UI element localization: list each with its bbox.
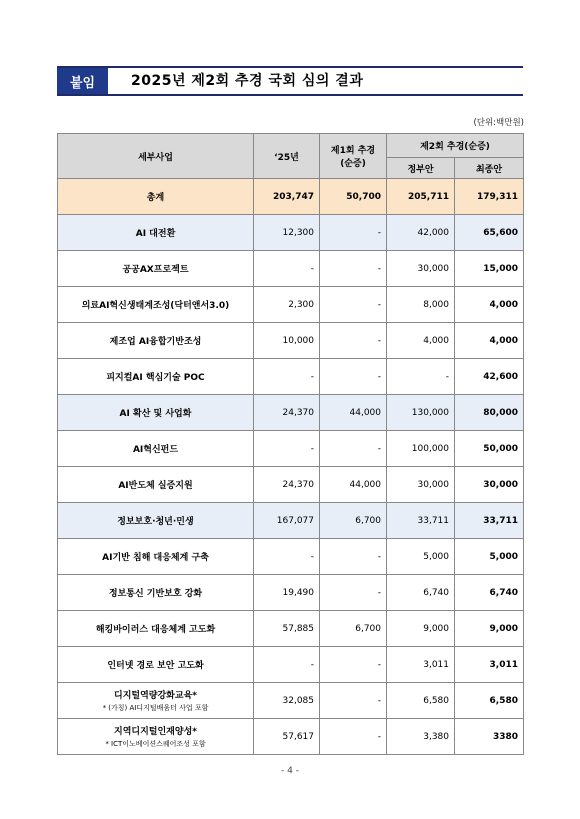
cell-gov: 8,000: [387, 287, 455, 323]
page-number: - 4 -: [281, 766, 299, 776]
row-note: * (가칭) AI디지털배움터 사업 포함: [102, 704, 209, 712]
table-row: [58, 179, 524, 215]
row-name-text: 공공AX프로젝트: [122, 265, 189, 275]
cell-final: 33,711: [455, 503, 524, 539]
cell-final: 6,580: [455, 683, 524, 719]
table-row: [58, 611, 524, 647]
row-name: [58, 431, 254, 467]
cell-first: -: [320, 287, 387, 323]
row-name: [58, 719, 254, 755]
cell-y25: -: [254, 431, 320, 467]
row-name: [58, 611, 254, 647]
cell-first: -: [320, 251, 387, 287]
table-row: [58, 719, 524, 755]
cell-first: 50,700: [320, 179, 387, 215]
table-row: [58, 647, 524, 683]
cell-y25: 32,085: [254, 683, 320, 719]
cell-gov: 42,000: [387, 215, 455, 251]
cell-first: -: [320, 539, 387, 575]
table-row: [58, 359, 524, 395]
cell-first: -: [320, 647, 387, 683]
cell-final: 6,740: [455, 575, 524, 611]
row-name-text: AI 대전환: [135, 229, 176, 239]
row-name: [58, 467, 254, 503]
cell-first: -: [320, 719, 387, 755]
cell-first: -: [320, 359, 387, 395]
row-name: [58, 179, 254, 215]
row-name-text: 제조업 AI융합기반조성: [109, 337, 202, 347]
cell-first: -: [320, 683, 387, 719]
cell-final: 42,600: [455, 359, 524, 395]
table-row: [58, 287, 524, 323]
cell-first: -: [320, 323, 387, 359]
header-gov: 정부안: [387, 158, 455, 179]
cell-final: 30,000: [455, 467, 524, 503]
header-second-supplementary: 제2회 추경(순증): [387, 134, 524, 158]
row-name: [58, 395, 254, 431]
table-row: [58, 683, 524, 719]
table-row: [58, 251, 524, 287]
row-name-text: AI반도체 실증지원: [118, 481, 193, 491]
budget-table: [57, 133, 524, 755]
cell-final: 3380: [455, 719, 524, 755]
cell-final: 4,000: [455, 323, 524, 359]
cell-final: 9,000: [455, 611, 524, 647]
cell-y25: 2,300: [254, 287, 320, 323]
row-name-text: AI혁신펀드: [132, 445, 179, 455]
row-name: [58, 359, 254, 395]
cell-final: 4,000: [455, 287, 524, 323]
cell-y25: 57,617: [254, 719, 320, 755]
row-name: [58, 215, 254, 251]
cell-y25: 167,077: [254, 503, 320, 539]
table-row: [58, 575, 524, 611]
cell-first: -: [320, 215, 387, 251]
row-name-text: 정보보호·청년·민생: [117, 517, 194, 527]
cell-first: 44,000: [320, 467, 387, 503]
document-header: [57, 66, 523, 96]
cell-first: 6,700: [320, 503, 387, 539]
cell-y25: -: [254, 359, 320, 395]
cell-gov: 3,380: [387, 719, 455, 755]
cell-final: 179,311: [455, 179, 524, 215]
row-name: [58, 683, 254, 719]
cell-final: 15,000: [455, 251, 524, 287]
cell-gov: -: [387, 359, 455, 395]
table-row: [58, 431, 524, 467]
cell-gov: 4,000: [387, 323, 455, 359]
cell-y25: 57,885: [254, 611, 320, 647]
row-name: [58, 503, 254, 539]
cell-gov: 33,711: [387, 503, 455, 539]
row-name: [58, 323, 254, 359]
cell-final: 50,000: [455, 431, 524, 467]
table-row: [58, 395, 524, 431]
cell-first: -: [320, 431, 387, 467]
cell-first: 6,700: [320, 611, 387, 647]
row-name-text: 의료AI혁신생태계조성(닥터앤서3.0): [81, 301, 230, 311]
row-name-text: AI 확산 및 사업화: [119, 409, 192, 419]
row-name: [58, 287, 254, 323]
cell-final: 65,600: [455, 215, 524, 251]
table-body: [58, 179, 524, 755]
row-name-text: 디지털역량강화교육*: [114, 691, 197, 701]
cell-gov: 6,580: [387, 683, 455, 719]
cell-y25: -: [254, 251, 320, 287]
row-name-text: 지역디지털인재양성*: [114, 727, 197, 737]
row-name-text: 인터넷 경로 보안 고도화: [107, 661, 204, 671]
cell-y25: 10,000: [254, 323, 320, 359]
unit-label: (단위:백만원): [473, 118, 524, 128]
cell-gov: 30,000: [387, 251, 455, 287]
cell-y25: 24,370: [254, 467, 320, 503]
row-name: [58, 647, 254, 683]
cell-gov: 100,000: [387, 431, 455, 467]
attachment-badge: 붙임: [57, 68, 108, 94]
cell-y25: -: [254, 539, 320, 575]
header-final: 최종안: [455, 158, 524, 179]
table-row: [58, 215, 524, 251]
table-row: [58, 539, 524, 575]
table-row: [58, 323, 524, 359]
cell-final: 80,000: [455, 395, 524, 431]
header-y25: ‘25년: [254, 134, 320, 179]
row-name-text: 피지컬AI 핵심기술 POC: [106, 373, 205, 383]
row-name-text: 총계: [146, 193, 165, 203]
header-bottom-rule: [57, 94, 523, 96]
cell-y25: -: [254, 647, 320, 683]
cell-final: 3,011: [455, 647, 524, 683]
cell-gov: 30,000: [387, 467, 455, 503]
cell-gov: 205,711: [387, 179, 455, 215]
cell-y25: 12,300: [254, 215, 320, 251]
row-note: * ICT이노베이션스퀘어조성 포함: [105, 740, 206, 748]
table-row: [58, 467, 524, 503]
cell-gov: 130,000: [387, 395, 455, 431]
table-row: [58, 503, 524, 539]
row-name-text: AI기반 침해 대응체계 구축: [102, 553, 209, 563]
cell-y25: 203,747: [254, 179, 320, 215]
cell-gov: 5,000: [387, 539, 455, 575]
cell-y25: 24,370: [254, 395, 320, 431]
row-name: [58, 539, 254, 575]
row-name-text: 해킹바이러스 대응체계 고도화: [95, 625, 216, 635]
header-name: 세부사업: [58, 134, 254, 179]
row-name-text: 정보통신 기반보호 강화: [108, 589, 203, 599]
cell-final: 5,000: [455, 539, 524, 575]
document-title: 2025년 제2회 추경 국회 심의 결과: [131, 73, 364, 89]
row-name: [58, 575, 254, 611]
cell-y25: 19,490: [254, 575, 320, 611]
cell-first: 44,000: [320, 395, 387, 431]
cell-gov: 9,000: [387, 611, 455, 647]
cell-gov: 3,011: [387, 647, 455, 683]
row-name: [58, 251, 254, 287]
cell-first: -: [320, 575, 387, 611]
cell-gov: 6,740: [387, 575, 455, 611]
header-first-supplementary: 제1회 추경 (순증): [320, 134, 387, 179]
